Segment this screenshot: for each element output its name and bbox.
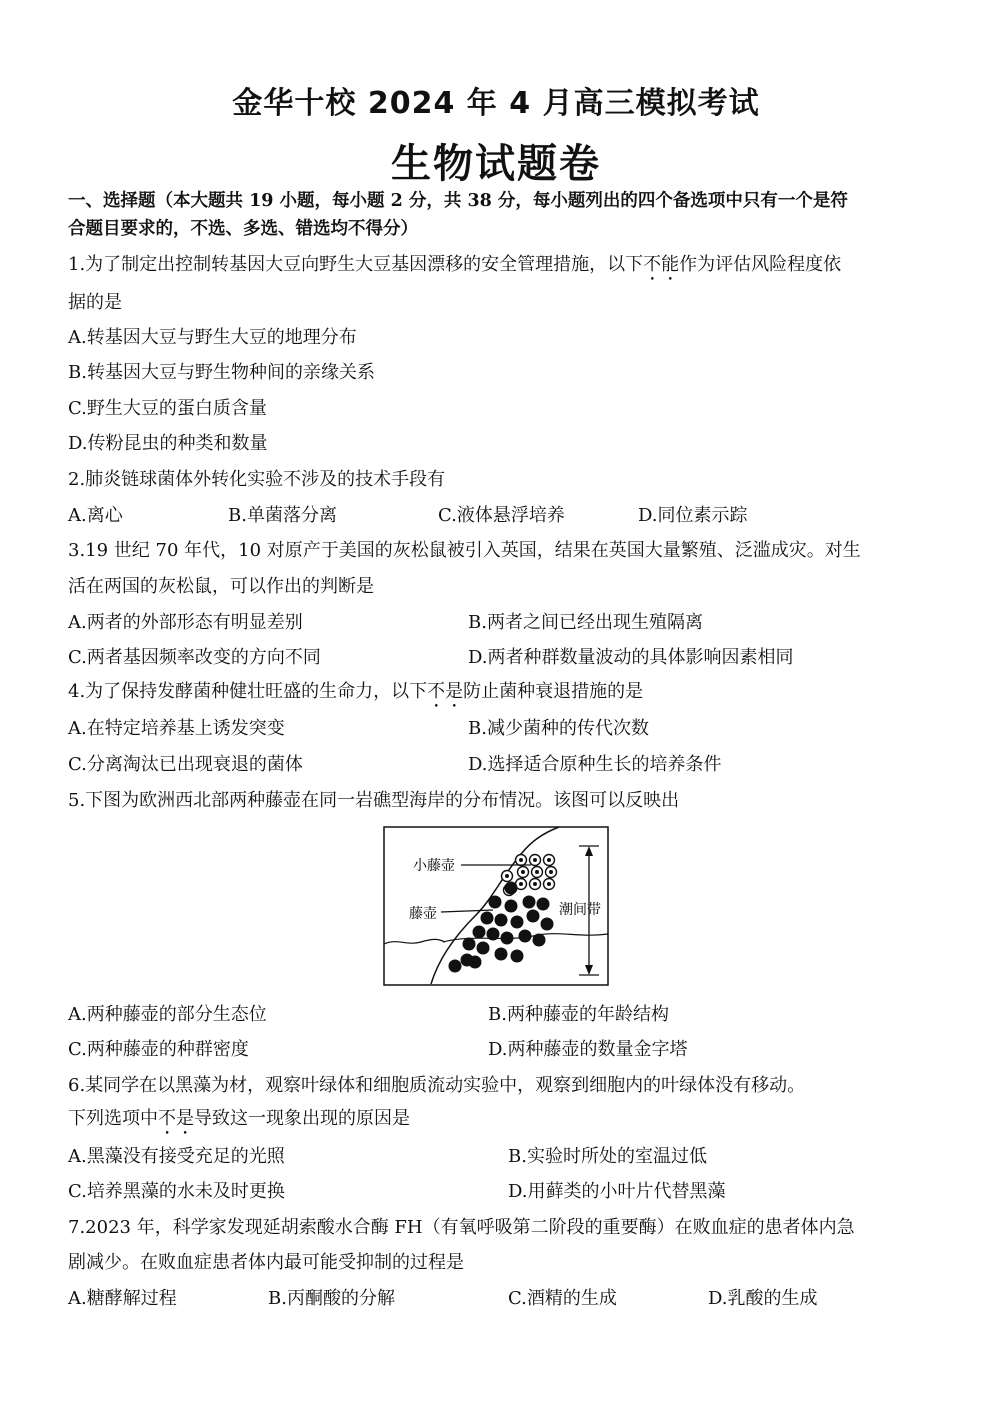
small-barnacle-center	[547, 882, 551, 886]
q1-option-c: C.野生大豆的蛋白质含量	[68, 398, 267, 419]
large-barnacle	[537, 898, 550, 911]
q1-stem-part: 1.为了制定出控制转基因大豆向野生大豆基因漂移的安全管理措施，以下	[68, 254, 644, 275]
q7-stem-line-1: 7.2023 年，科学家发现延胡索酸水合酶 FH（有氧呼吸第二阶段的重要酶）在败血症的患者体内急	[68, 1217, 855, 1238]
q5-option-a: A.两种藤壶的部分生态位	[68, 1004, 267, 1025]
q6-stem-part: 导致这一现象出现的原因是	[194, 1108, 410, 1129]
q4-stem-part: 4.为了保持发酵菌种健壮旺盛的生命力，以下	[68, 681, 428, 702]
q6-stem-line-1: 6.某同学在以黑藻为材，观察叶绿体和细胞质流动实验中，观察到细胞内的叶绿体没有移动。	[68, 1075, 806, 1096]
large-barnacle	[473, 926, 486, 939]
small-barnacle-center	[521, 870, 525, 874]
q7-option-c: C.酒精的生成	[508, 1288, 617, 1309]
large-barnacle	[477, 942, 490, 955]
large-barnacle	[541, 918, 554, 931]
q1-stem-line-2: 据的是	[68, 292, 122, 313]
large-barnacle	[527, 910, 540, 923]
q4-stem-part: 防止菌种衰退措施的是	[463, 681, 644, 702]
small-barnacle-center	[519, 882, 523, 886]
q5-option-b: B.两种藤壶的年龄结构	[488, 1004, 669, 1025]
label-barnacle: 藤壶	[409, 906, 437, 922]
q7-option-d: D.乳酸的生成	[708, 1288, 818, 1309]
q4-stem	[68, 677, 643, 712]
section-line-2: 合题目要求的，不选、多选、错选均不得分）	[68, 219, 418, 239]
q4-option-b: B.减少菌种的传代次数	[468, 718, 649, 739]
q7-stem-line-2: 剧减少。在败血症患者体内最可能受抑制的过程是	[68, 1252, 464, 1273]
label-small-barnacle: 小藤壶	[413, 858, 455, 874]
q3-option-c: C.两者基因频率改变的方向不同	[68, 647, 321, 668]
q1-stem-part: 作为评估风险程度依	[679, 254, 842, 275]
small-barnacle-center	[535, 870, 539, 874]
large-barnacle	[463, 938, 476, 951]
exam-title: 金华十校 2024 年 4 月高三模拟考试	[232, 86, 760, 121]
small-barnacle-center	[533, 858, 537, 862]
large-barnacle	[511, 916, 524, 929]
large-barnacle	[501, 932, 514, 945]
q6-stem-part: 下列选项中	[68, 1108, 158, 1129]
q5-option-c: C.两种藤壶的种群密度	[68, 1039, 249, 1060]
q3-option-a: A.两者的外部形态有明显差别	[68, 612, 303, 633]
q3-option-b: B.两者之间已经出现生殖隔离	[468, 612, 703, 633]
large-barnacle	[511, 950, 524, 963]
q6-option-a: A.黑藻没有接受充足的光照	[68, 1146, 285, 1167]
section-line-1: 一、选择题（本大题共 19 小题，每小题 2 分，共 38 分，每小题列出的四个备选项中只有一个是符	[68, 191, 848, 211]
large-barnacle	[489, 896, 502, 909]
small-barnacle-center	[547, 858, 551, 862]
q3-option-d: D.两者种群数量波动的具体影响因素相同	[468, 647, 794, 668]
q1-emphasis: 不能	[643, 254, 680, 275]
q6-option-d: D.用藓类的小叶片代替黑藻	[508, 1181, 726, 1202]
large-barnacle	[533, 934, 546, 947]
q2-option-a: A.离心	[68, 505, 123, 526]
q5-option-d: D.两种藤壶的数量金字塔	[488, 1039, 688, 1060]
large-barnacle	[495, 914, 508, 927]
large-barnacle	[495, 948, 508, 961]
exam-subject-title: 生物试题卷	[391, 141, 601, 187]
label-intertidal-zone: 潮间带	[559, 902, 601, 918]
small-barnacle-center	[533, 882, 537, 886]
q5-stem: 5.下图为欧洲西北部两种藤壶在同一岩礁型海岸的分布情况。该图可以反映出	[68, 790, 680, 811]
q4-emphasis: 不是	[427, 681, 464, 702]
small-barnacle-center	[519, 858, 523, 862]
large-barnacle	[519, 930, 532, 943]
small-barnacle-center	[549, 870, 553, 874]
q6-stem-line-2	[68, 1104, 410, 1139]
large-barnacle	[487, 928, 500, 941]
q7-option-a: A.糖酵解过程	[68, 1288, 177, 1309]
large-barnacle	[469, 956, 482, 969]
q3-stem-line-1: 3.19 世纪 70 年代，10 对原产于美国的灰松鼠被引入英国，结果在英国大量繁殖、泛滥成灾。对生	[68, 540, 861, 561]
q2-option-b: B.单菌落分离	[228, 505, 337, 526]
q6-emphasis: 不是	[158, 1108, 194, 1129]
q4-option-a: A.在特定培养基上诱发突变	[68, 718, 285, 739]
q3-stem-line-2: 活在两国的灰松鼠，可以作出的判断是	[68, 576, 374, 597]
q1-option-b: B.转基因大豆与野生物种间的亲缘关系	[68, 362, 375, 383]
q1-option-a: A.转基因大豆与野生大豆的地理分布	[68, 327, 357, 348]
large-barnacle	[449, 960, 462, 973]
large-barnacle	[505, 882, 518, 895]
large-barnacle	[505, 900, 518, 913]
q2-stem: 2.肺炎链球菌体外转化实验不涉及的技术手段有	[68, 469, 446, 490]
q7-option-b: B.丙酮酸的分解	[268, 1288, 395, 1309]
q4-option-c: C.分离淘汰已出现衰退的菌体	[68, 754, 303, 775]
section-instructions	[68, 187, 928, 243]
q2-option-c: C.液体悬浮培养	[438, 505, 565, 526]
q4-option-d: D.选择适合原种生长的培养条件	[468, 754, 722, 775]
q2-option-d: D.同位素示踪	[638, 505, 748, 526]
q6-option-c: C.培养黑藻的水未及时更换	[68, 1181, 285, 1202]
q1-option-d: D.传粉昆虫的种类和数量	[68, 433, 268, 454]
q1-stem-line-1	[68, 250, 841, 285]
large-barnacle	[481, 912, 494, 925]
q6-option-b: B.实验时所处的室温过低	[508, 1146, 707, 1167]
barnacle-distribution-figure	[383, 826, 609, 986]
small-barnacle-center	[505, 874, 509, 878]
large-barnacle	[523, 896, 536, 909]
